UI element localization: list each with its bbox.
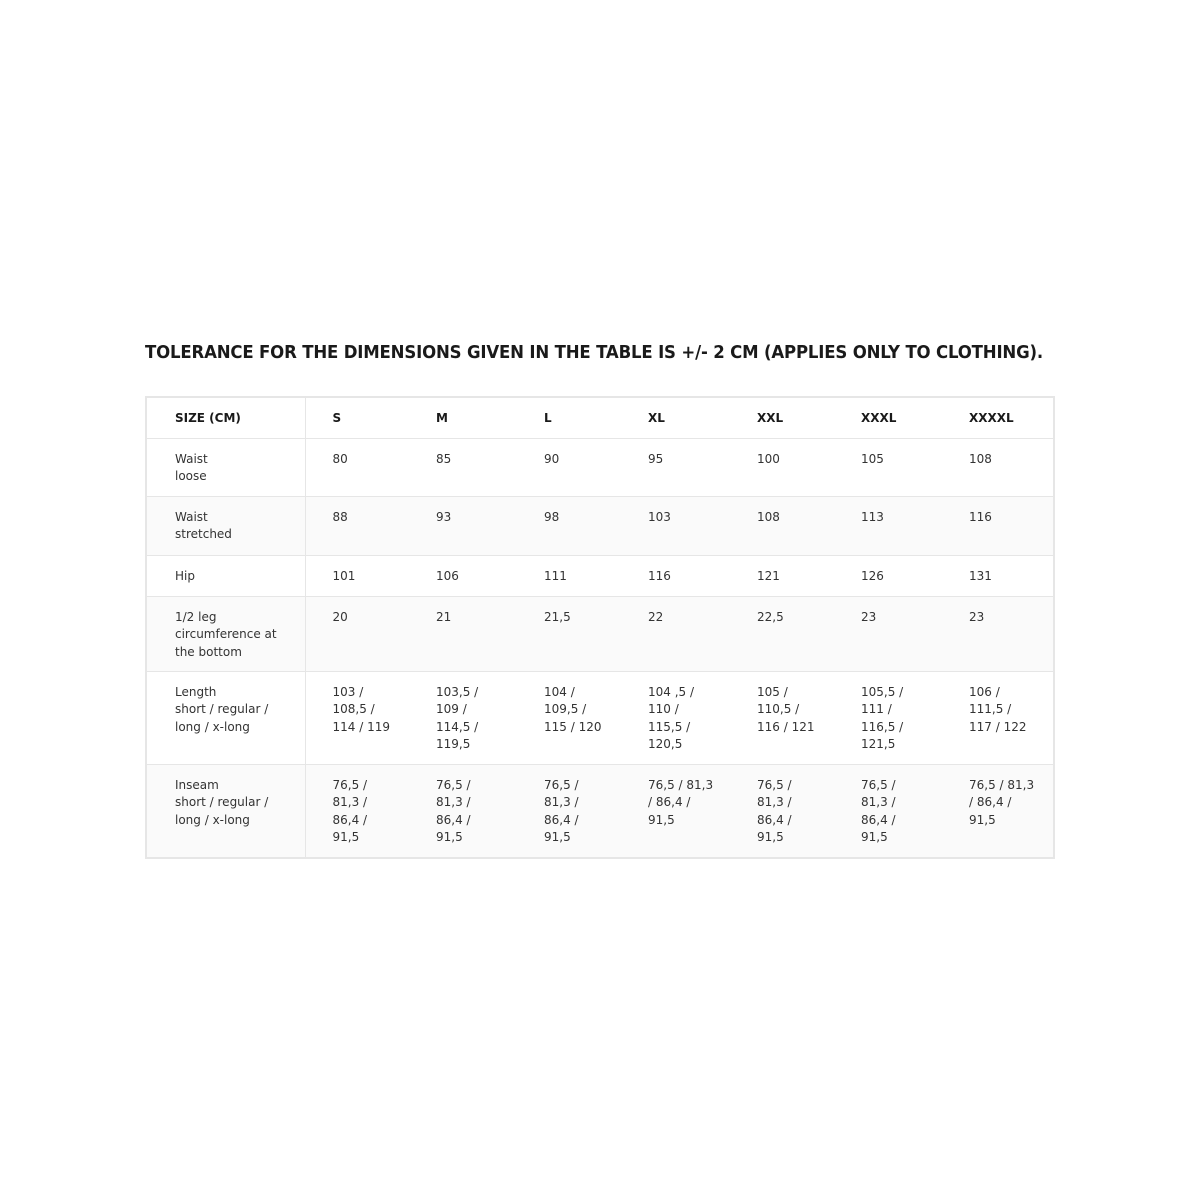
table-cell: 76,5 / 81,3 / 86,4 / 91,5 <box>834 765 942 859</box>
page-title: TOLERANCE FOR THE DIMENSIONS GIVEN IN THE TABLE IS +/- 2 CM (APPLIES ONLY TO CLOTHING). <box>145 342 1044 363</box>
table-cell: 116 <box>942 497 1054 556</box>
table-cell: 116 <box>621 556 730 597</box>
size-header-xxxl: XXXL <box>834 397 942 439</box>
table-row-length <box>146 672 1054 765</box>
table-cell: 22,5 <box>730 597 834 672</box>
size-header-xxxxl: XXXXL <box>942 397 1054 439</box>
table-cell: 85 <box>409 439 517 497</box>
table-cell: 76,5 / 81,3 / 86,4 / 91,5 <box>942 765 1054 859</box>
size-header-m: M <box>409 397 517 439</box>
size-header-xxl: XXL <box>730 397 834 439</box>
table-cell: 131 <box>942 556 1054 597</box>
table-cell: 106 <box>409 556 517 597</box>
table-cell: 23 <box>942 597 1054 672</box>
table-row-leg-circumference <box>146 597 1054 672</box>
row-label: Waist stretched <box>146 497 305 556</box>
table-cell: 93 <box>409 497 517 556</box>
size-header-xl: XL <box>621 397 730 439</box>
table-cell: 103,5 / 109 / 114,5 / 119,5 <box>409 672 517 765</box>
table-cell: 76,5 / 81,3 / 86,4 / 91,5 <box>621 765 730 859</box>
table-row-waist-stretched <box>146 497 1054 556</box>
table-row-inseam <box>146 765 1054 859</box>
row-label: 1/2 leg circumference at the bottom <box>146 597 305 672</box>
row-label: Hip <box>146 556 305 597</box>
table-cell: 111 <box>517 556 621 597</box>
table-cell: 88 <box>305 497 409 556</box>
table-cell: 106 / 111,5 / 117 / 122 <box>942 672 1054 765</box>
table-cell: 108 <box>942 439 1054 497</box>
table-cell: 101 <box>305 556 409 597</box>
table-cell: 105,5 / 111 / 116,5 / 121,5 <box>834 672 942 765</box>
table-cell: 126 <box>834 556 942 597</box>
table-cell: 105 / 110,5 / 116 / 121 <box>730 672 834 765</box>
size-header-l: L <box>517 397 621 439</box>
table-row-waist-loose <box>146 439 1054 497</box>
table-cell: 104 / 109,5 / 115 / 120 <box>517 672 621 765</box>
table-cell: 121 <box>730 556 834 597</box>
table-row-hip <box>146 556 1054 597</box>
row-label: Length short / regular / long / x-long <box>146 672 305 765</box>
table-cell: 76,5 / 81,3 / 86,4 / 91,5 <box>409 765 517 859</box>
table-cell: 76,5 / 81,3 / 86,4 / 91,5 <box>305 765 409 859</box>
table-cell: 90 <box>517 439 621 497</box>
table-cell: 104 ,5 / 110 / 115,5 / 120,5 <box>621 672 730 765</box>
table-cell: 95 <box>621 439 730 497</box>
table-cell: 20 <box>305 597 409 672</box>
table-cell: 23 <box>834 597 942 672</box>
table-cell: 98 <box>517 497 621 556</box>
table-cell: 76,5 / 81,3 / 86,4 / 91,5 <box>730 765 834 859</box>
size-header-s: S <box>305 397 409 439</box>
table-cell: 21 <box>409 597 517 672</box>
table-cell: 76,5 / 81,3 / 86,4 / 91,5 <box>517 765 621 859</box>
table-header-row <box>146 397 1054 439</box>
table-cell: 108 <box>730 497 834 556</box>
table-cell: 105 <box>834 439 942 497</box>
table-cell: 21,5 <box>517 597 621 672</box>
table-cell: 103 / 108,5 / 114 / 119 <box>305 672 409 765</box>
row-label: Waist loose <box>146 439 305 497</box>
table-cell: 80 <box>305 439 409 497</box>
size-header-label: SIZE (CM) <box>146 397 305 439</box>
table-cell: 22 <box>621 597 730 672</box>
table-cell: 103 <box>621 497 730 556</box>
size-chart-table <box>145 396 1055 859</box>
table-cell: 100 <box>730 439 834 497</box>
table-cell: 113 <box>834 497 942 556</box>
row-label: Inseam short / regular / long / x-long <box>146 765 305 859</box>
